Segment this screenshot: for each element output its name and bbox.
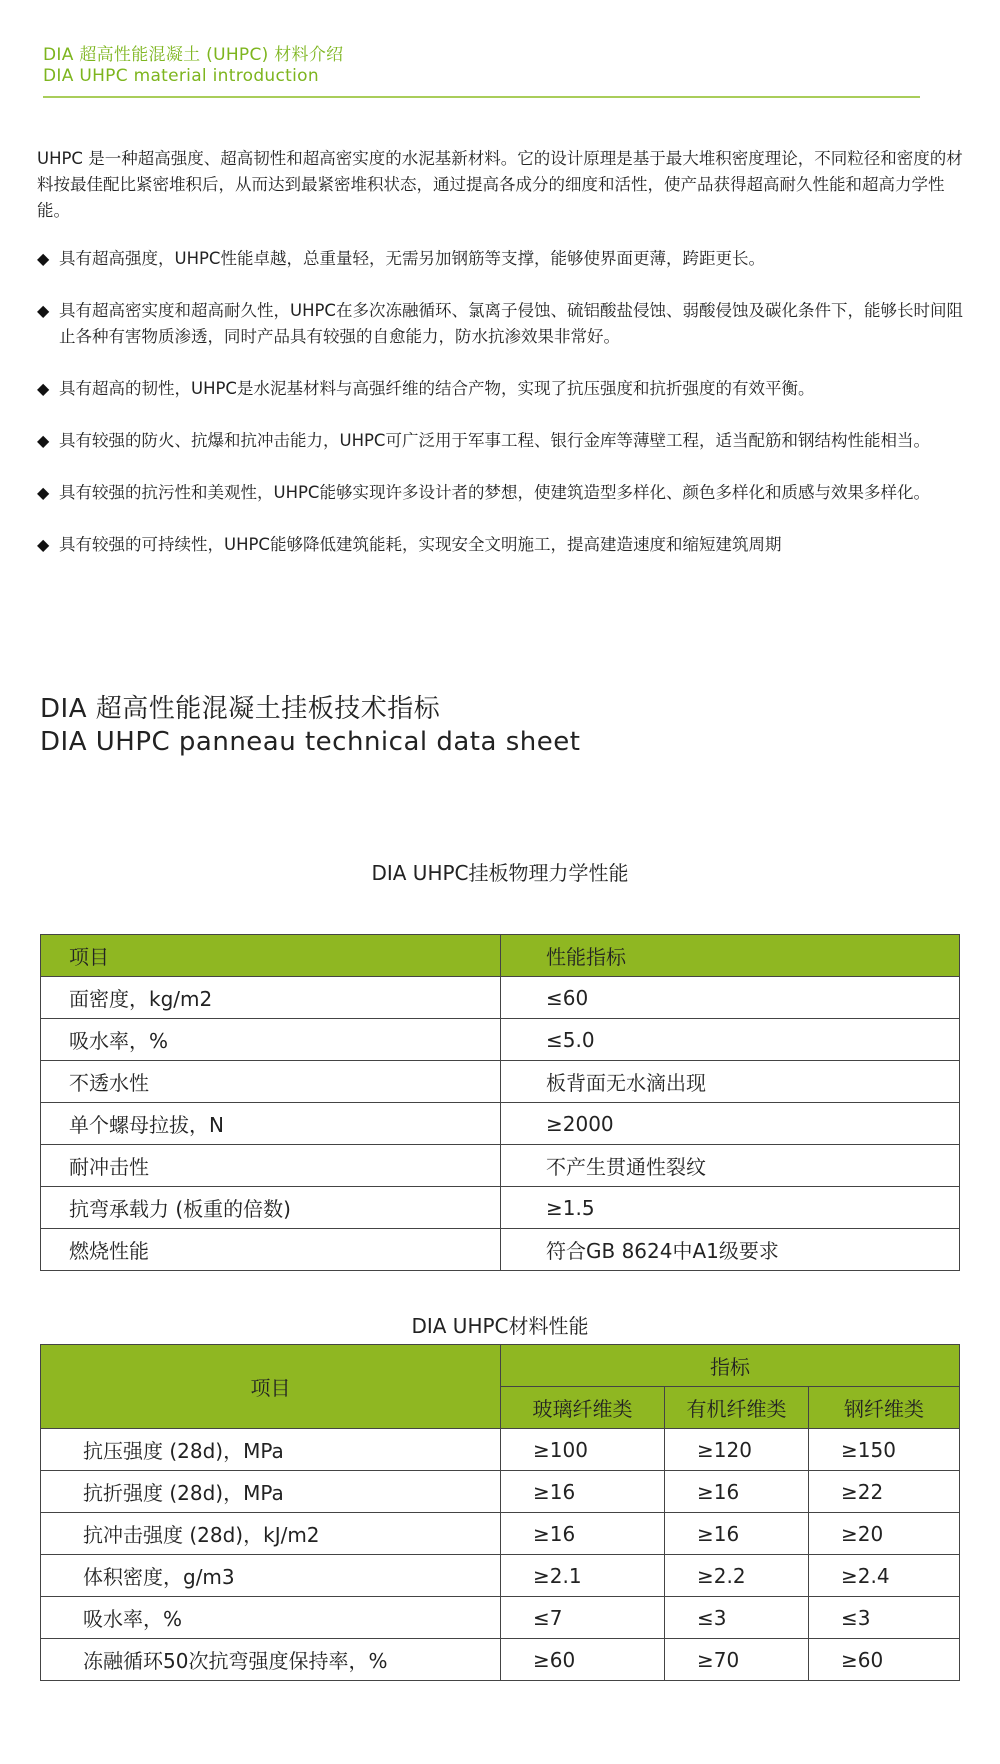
cell-item: 抗冲击强度 (28d)，kJ/m2: [41, 1513, 501, 1555]
header-title-en: DIA UHPC material introduction: [43, 66, 319, 86]
cell-item: 冻融循环50次抗弯强度保持率，%: [41, 1639, 501, 1681]
cell-value: ≥2.1: [501, 1555, 665, 1597]
header-cell-item: 项目: [41, 935, 501, 977]
cell-value: ≥60: [809, 1639, 960, 1681]
table-row: [41, 1103, 960, 1145]
cell-item: 抗压强度 (28d)，MPa: [41, 1429, 501, 1471]
header-cell-steel-fiber: 钢纤维类: [809, 1387, 960, 1429]
cell-value: ≤3: [665, 1597, 809, 1639]
cell-item: 燃烧性能: [41, 1229, 501, 1271]
feature-text: 具有较强的抗污性和美观性，UHPC能够实现许多设计者的梦想，使建筑造型多样化、颜色多样化和质感与效果多样化。: [59, 483, 930, 502]
cell-value: ≤5.0: [501, 1019, 960, 1061]
diamond-bullet-icon: ◆: [37, 379, 50, 398]
cell-value: ≥16: [665, 1513, 809, 1555]
feature-list: [37, 246, 972, 584]
cell-value: ≥120: [665, 1429, 809, 1471]
feature-item: [37, 480, 972, 506]
table-row: [41, 1555, 960, 1597]
diamond-bullet-icon: ◆: [37, 301, 50, 320]
header-divider: [43, 96, 920, 98]
feature-item: [37, 532, 972, 558]
table-row: [41, 1145, 960, 1187]
intro-paragraph: UHPC 是一种超高强度、超高韧性和超高密实度的水泥基新材料。它的设计原理是基于最大堆积密度理论，不同粒径和密度的材料按最佳配比紧密堆积后，从而达到最紧密堆积状态，通过提高各成分的细度和活性，使产品获得超高耐久性能和超高力学性能。: [37, 149, 963, 220]
cell-item: 面密度，kg/m2: [41, 977, 501, 1019]
cell-value: ≥100: [501, 1429, 665, 1471]
feature-item: [37, 246, 972, 272]
feature-item: [37, 428, 972, 454]
table-row: [41, 1187, 960, 1229]
cell-value: ≤60: [501, 977, 960, 1019]
cell-item: 单个螺母拉拔，N: [41, 1103, 501, 1145]
table-header-row: [41, 1345, 960, 1387]
header-cell-value: 性能指标: [501, 935, 960, 977]
cell-value: ≥20: [809, 1513, 960, 1555]
cell-item: 抗折强度 (28d)，MPa: [41, 1471, 501, 1513]
cell-item: 抗弯承载力 (板重的倍数): [41, 1187, 501, 1229]
table-row: [41, 1513, 960, 1555]
cell-value: ≥1.5: [501, 1187, 960, 1229]
cell-value: ≥16: [501, 1471, 665, 1513]
cell-value: ≥2000: [501, 1103, 960, 1145]
section-title-en: DIA UHPC panneau technical data sheet: [40, 727, 581, 757]
panel-properties-table: [40, 934, 960, 1271]
cell-value: 板背面无水滴出现: [501, 1061, 960, 1103]
feature-text: 具有超高强度，UHPC性能卓越，总重量轻，无需另加钢筋等支撑，能够使界面更薄，跨距更长。: [59, 249, 765, 268]
table1-caption: DIA UHPC挂板物理力学性能: [371, 861, 629, 885]
cell-value: ≤7: [501, 1597, 665, 1639]
cell-item: 吸水率，%: [41, 1597, 501, 1639]
feature-text: 具有较强的防火、抗爆和抗冲击能力，UHPC可广泛用于军事工程、银行金库等薄壁工程，适当配筋和钢结构性能相当。: [59, 431, 930, 450]
table-row: [41, 1229, 960, 1271]
header-cell-group: 指标: [501, 1345, 960, 1387]
cell-item: 耐冲击性: [41, 1145, 501, 1187]
feature-text: 具有较强的可持续性，UHPC能够降低建筑能耗，实现安全文明施工，提高建造速度和缩短建筑周期: [59, 535, 782, 554]
cell-value: ≥60: [501, 1639, 665, 1681]
header-cell-item: 项目: [41, 1345, 501, 1429]
cell-item: 吸水率，%: [41, 1019, 501, 1061]
cell-value: 不产生贯通性裂纹: [501, 1145, 960, 1187]
cell-value: ≤3: [809, 1597, 960, 1639]
diamond-bullet-icon: ◆: [37, 535, 50, 554]
cell-value: ≥2.4: [809, 1555, 960, 1597]
cell-value: ≥70: [665, 1639, 809, 1681]
table-row: [41, 1429, 960, 1471]
header-title-cn: DIA 超高性能混凝土 (UHPC) 材料介绍: [43, 45, 344, 65]
cell-item: 体积密度，g/m3: [41, 1555, 501, 1597]
cell-value: ≥2.2: [665, 1555, 809, 1597]
table-row: [41, 977, 960, 1019]
feature-text: 具有超高密实度和超高耐久性，UHPC在多次冻融循环、氯离子侵蚀、硫铝酸盐侵蚀、弱酸侵蚀及碳化条件下，能够长时间阻止各种有害物质渗透，同时产品具有较强的自愈能力，防水抗渗效果非常好。: [59, 301, 963, 346]
material-properties-table: [40, 1344, 960, 1681]
header-cell-organic-fiber: 有机纤维类: [665, 1387, 809, 1429]
table-header-row: [41, 935, 960, 977]
table-row: [41, 1019, 960, 1061]
feature-item: [37, 298, 972, 350]
section-title-cn: DIA 超高性能混凝土挂板技术指标: [40, 694, 441, 724]
feature-text: 具有超高的韧性，UHPC是水泥基材料与高强纤维的结合产物，实现了抗压强度和抗折强度的有效平衡。: [59, 379, 815, 398]
table-row: [41, 1639, 960, 1681]
cell-value: ≥16: [665, 1471, 809, 1513]
cell-value: 符合GB 8624中A1级要求: [501, 1229, 960, 1271]
table-row: [41, 1597, 960, 1639]
diamond-bullet-icon: ◆: [37, 249, 50, 268]
cell-value: ≥16: [501, 1513, 665, 1555]
feature-item: [37, 376, 972, 402]
cell-item: 不透水性: [41, 1061, 501, 1103]
diamond-bullet-icon: ◆: [37, 431, 50, 450]
table-row: [41, 1471, 960, 1513]
header-cell-glass-fiber: 玻璃纤维类: [501, 1387, 665, 1429]
cell-value: ≥150: [809, 1429, 960, 1471]
diamond-bullet-icon: ◆: [37, 483, 50, 502]
cell-value: ≥22: [809, 1471, 960, 1513]
table-row: [41, 1061, 960, 1103]
table2-caption: DIA UHPC材料性能: [411, 1314, 589, 1338]
